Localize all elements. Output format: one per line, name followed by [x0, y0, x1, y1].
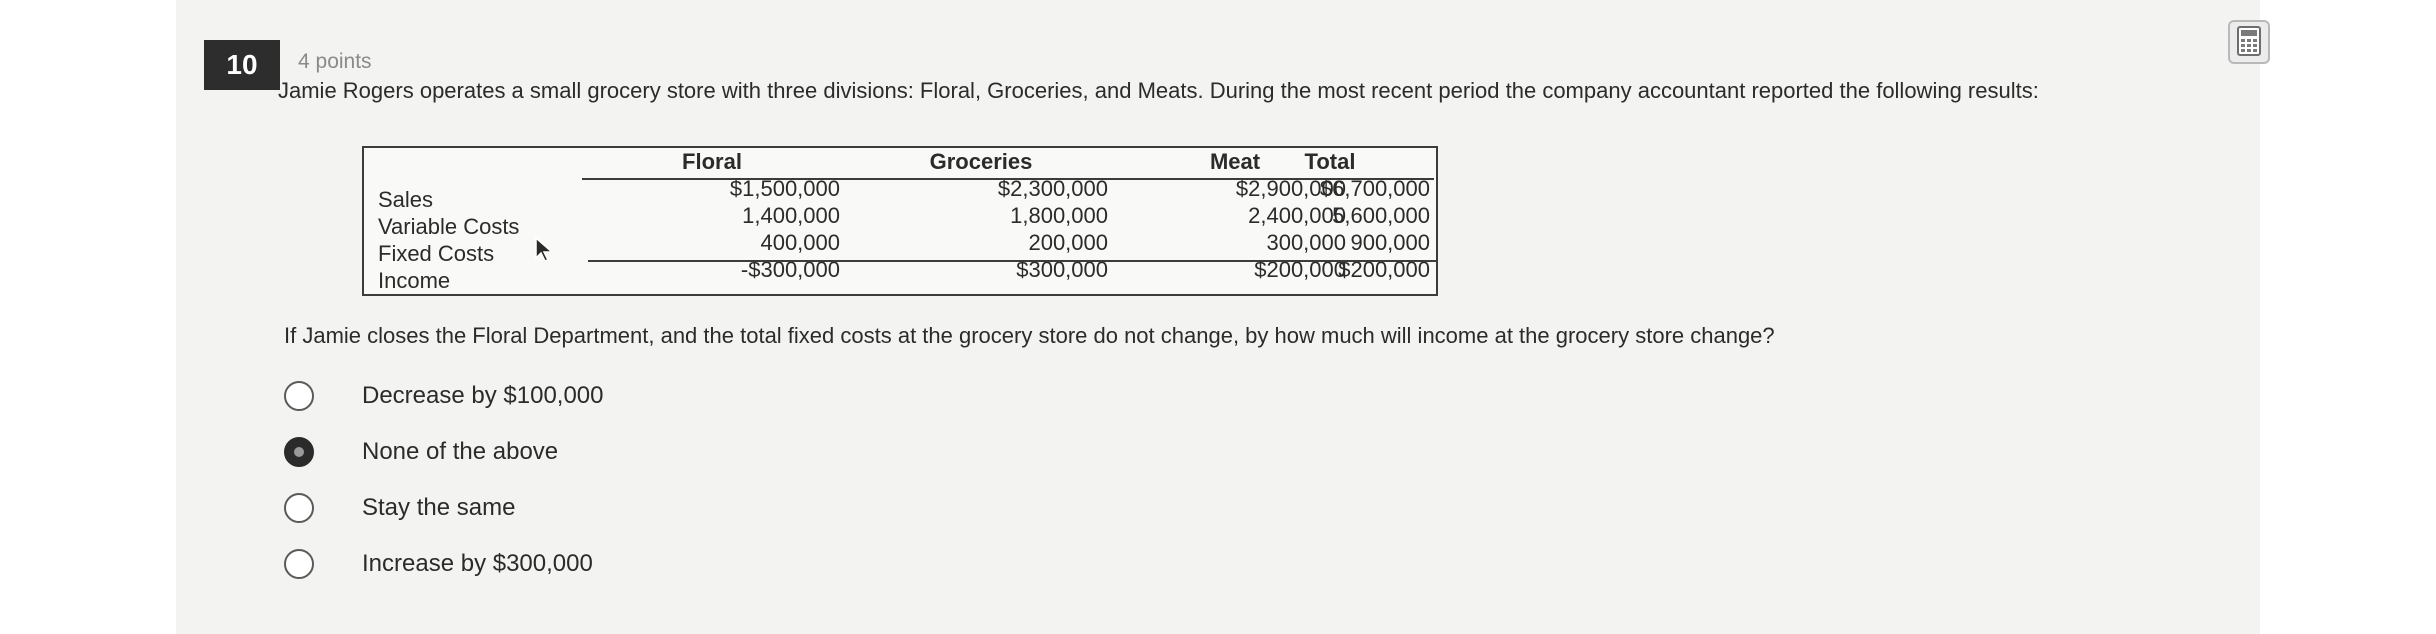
row-label: Variable Costs [378, 214, 520, 239]
cell: 200,000 [1028, 230, 1108, 255]
question-prompt: Jamie Rogers operates a small grocery store with three divisions: Floral, Groceries, and Meats. During the most recent period the company accountant reported the following results: [278, 78, 2039, 103]
cell: -$300,000 [740, 257, 840, 282]
option-label: Stay the same [362, 494, 516, 521]
left-margin [0, 0, 176, 634]
cell: $2,300,000 [997, 176, 1108, 201]
cell: $200,000 [1338, 257, 1430, 282]
option-label: Decrease by $100,000 [362, 382, 604, 409]
right-margin [2260, 0, 2436, 634]
cell: 300,000 [1266, 230, 1346, 255]
option-increase-300000[interactable] [284, 544, 593, 584]
radio-button[interactable] [284, 381, 314, 411]
cell: $300,000 [1016, 257, 1108, 282]
financial-table [362, 146, 1438, 296]
total-rule [588, 260, 1436, 262]
radio-button-selected[interactable] [284, 437, 314, 467]
option-decrease-100000[interactable] [284, 376, 604, 416]
question-points: 4 points [298, 50, 372, 73]
cell: 1,800,000 [1010, 203, 1108, 228]
radio-button[interactable] [284, 549, 314, 579]
cell: 5,600,000 [1332, 203, 1430, 228]
row-label: Sales [378, 187, 434, 212]
mouse-pointer-icon [534, 236, 556, 262]
column-header: Total [1304, 149, 1356, 174]
table-column-total [1230, 148, 1430, 283]
radio-button[interactable] [284, 493, 314, 523]
row-label: Income [378, 268, 451, 293]
cell: 1,400,000 [742, 203, 840, 228]
option-none-of-the-above[interactable] [284, 432, 558, 472]
cell: 2,400,000 [1248, 203, 1346, 228]
question-text: If Jamie closes the Floral Department, and the total fixed costs at the grocery store do not change, by how much will income at the grocery store change? [284, 323, 1775, 348]
column-header: Meat [1209, 149, 1261, 174]
header-rule [582, 178, 1434, 180]
option-label: Increase by $300,000 [362, 550, 593, 577]
cell: $1,500,000 [729, 176, 840, 201]
column-header: Floral [682, 149, 742, 174]
column-header: Groceries [929, 149, 1033, 174]
cell: $2,900,000 [1235, 176, 1346, 201]
table-row-labels [378, 186, 519, 294]
calculator-icon [2237, 26, 2261, 56]
calculator-button[interactable] [2228, 20, 2270, 64]
table-column-floral [584, 148, 840, 283]
cell: $6,700,000 [1319, 176, 1430, 201]
question-number-badge: 10 [204, 40, 280, 90]
table-column-groceries [854, 148, 1108, 283]
option-stay-the-same[interactable] [284, 488, 515, 528]
option-label: None of the above [362, 438, 559, 465]
row-label: Fixed Costs [378, 241, 495, 266]
cell: $200,000 [1254, 257, 1346, 282]
cell: 400,000 [760, 230, 840, 255]
cell: 900,000 [1350, 230, 1430, 255]
